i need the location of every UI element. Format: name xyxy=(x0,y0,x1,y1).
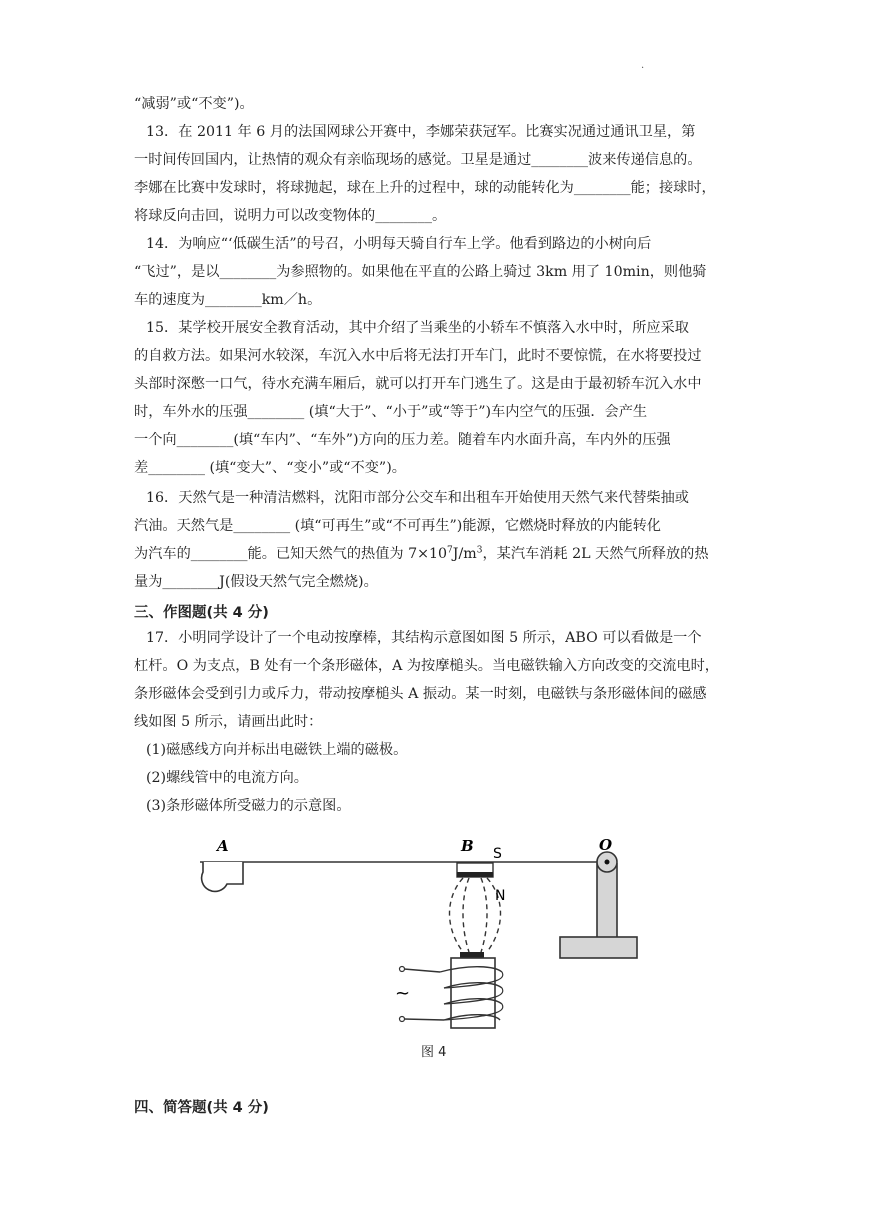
q16-line-2: 汽油。天然气是________ (填“可再生”或“不可再生”)能源，它燃烧时释放的内能转化 xyxy=(134,518,661,534)
massage-head xyxy=(202,862,243,891)
section-4-heading: 四、简答题(共 4 分) xyxy=(134,1100,269,1116)
q14-line-3: 车的速度为________km／h。 xyxy=(134,292,322,308)
line-continuation: “减弱”或“不变”)。 xyxy=(134,96,254,112)
q14-line-1: 14．为响应“‘低碳生活”的号召，小明每天骑自行车上学。他看到路边的小树向后 xyxy=(146,236,652,252)
q16-line-1: 16．天然气是一种清洁燃料，沈阳市部分公交车和出租车开始使用天然气来代替柴抽或 xyxy=(146,490,689,506)
label-o: O xyxy=(599,836,613,854)
q15-line-2: 的自救方法。如果河水较深，车沉入水中后将无法打开车门，此时不要惊慌，在水将要投过 xyxy=(134,348,702,364)
section-3-heading: 三、作图题(共 4 分) xyxy=(134,605,269,621)
q15-line-3: 头部时深憋一口气，待水充满车厢后，就可以打开车门逃生了。这是由于最初轿车沉入水中 xyxy=(134,376,702,392)
terminal-bottom xyxy=(400,1017,405,1022)
massage-rod-diagram xyxy=(195,832,665,1032)
field-line xyxy=(463,878,469,952)
label-ac: ~ xyxy=(395,983,411,1004)
q17-sub-1: (1)磁感线方向并标出电磁铁上端的磁极。 xyxy=(146,742,408,758)
q17-line-4: 线如图 5 所示，请画出此时： xyxy=(134,714,323,730)
q17-line-3: 条形磁体会受到引力或斥力，带动按摩槌头 A 振动。某一时刻，电磁铁与条形磁体间的磁感 xyxy=(134,686,707,702)
label-s: S xyxy=(493,846,502,862)
label-b: B xyxy=(461,837,474,855)
coil-lead-bottom xyxy=(404,1019,444,1020)
q17-line-2: 杠杆。O 为支点，B 处有一个条形磁体，A 为按摩槌头。当电磁铁输入方向改变的交流电时， xyxy=(134,658,719,674)
coil-lead-top xyxy=(404,969,440,972)
figure-caption: 图 4 xyxy=(421,1045,447,1060)
terminal-top xyxy=(400,967,405,972)
q15-line-4: 时，车外水的压强________ (填“大于”、“小于”或“等于”)车内空气的压强．会产生 xyxy=(134,404,648,420)
q17-line-1: 17．小明同学设计了一个电动按摩棒，其结构示意图如图 5 所示，ABO 可以看做是一个 xyxy=(146,630,702,646)
q13-line-3: 李娜在比赛中发球时，将球抛起，球在上升的过程中，球的动能转化为________能；接球时， xyxy=(134,180,716,196)
q16-line-4: 量为________J(假设天然气完全燃烧)。 xyxy=(134,574,378,590)
q13-line-4: 将球反向击回，说明力可以改变物体的________。 xyxy=(134,208,447,224)
pivot-point xyxy=(605,860,610,865)
q15-line-1: 15．某学校开展安全教育活动，其中介绍了当乘坐的小轿车不慎落入水中时，所应采取 xyxy=(146,320,689,336)
stand-base xyxy=(560,937,637,958)
electromagnet-core-top xyxy=(460,952,484,958)
bar-magnet-bottom xyxy=(457,872,493,877)
q15-line-6: 差________ (填“变大”、“变小”或“不变”)。 xyxy=(134,460,406,476)
q13-line-2: 一时间传回国内，让热情的观众有亲临现场的感觉。卫星是通过________波来传递信息的。 xyxy=(134,152,702,168)
q14-line-2: “飞过”，是以________为参照物的。如果他在平直的公路上骑过 3km 用了 10min，则他骑 xyxy=(134,264,707,280)
label-a: A xyxy=(217,837,229,855)
field-line xyxy=(450,878,464,952)
q13-line-1: 13．在 2011 年 6 月的法国网球公开赛中，李娜荣获冠军。比赛实况通过通讯卫星，第 xyxy=(146,124,696,140)
header-dot: . xyxy=(641,60,645,71)
pivot-post xyxy=(597,864,617,939)
q17-sub-2: (2)螺线管中的电流方向。 xyxy=(146,770,308,786)
field-line xyxy=(481,878,487,952)
q17-sub-3: (3)条形磁体所受磁力的示意图。 xyxy=(146,798,351,814)
q16-line-3: 为汽车的________能。已知天然气的热值为 $7\times 10^7J/m^3$，某汽车消耗 2L 天然气所释放的热 xyxy=(134,545,709,562)
label-n: N xyxy=(495,888,506,904)
q15-line-5: 一个向________(填“车内”、“车外”)方向的压力差。随着车内水面升高，车内外的压强 xyxy=(134,432,671,448)
